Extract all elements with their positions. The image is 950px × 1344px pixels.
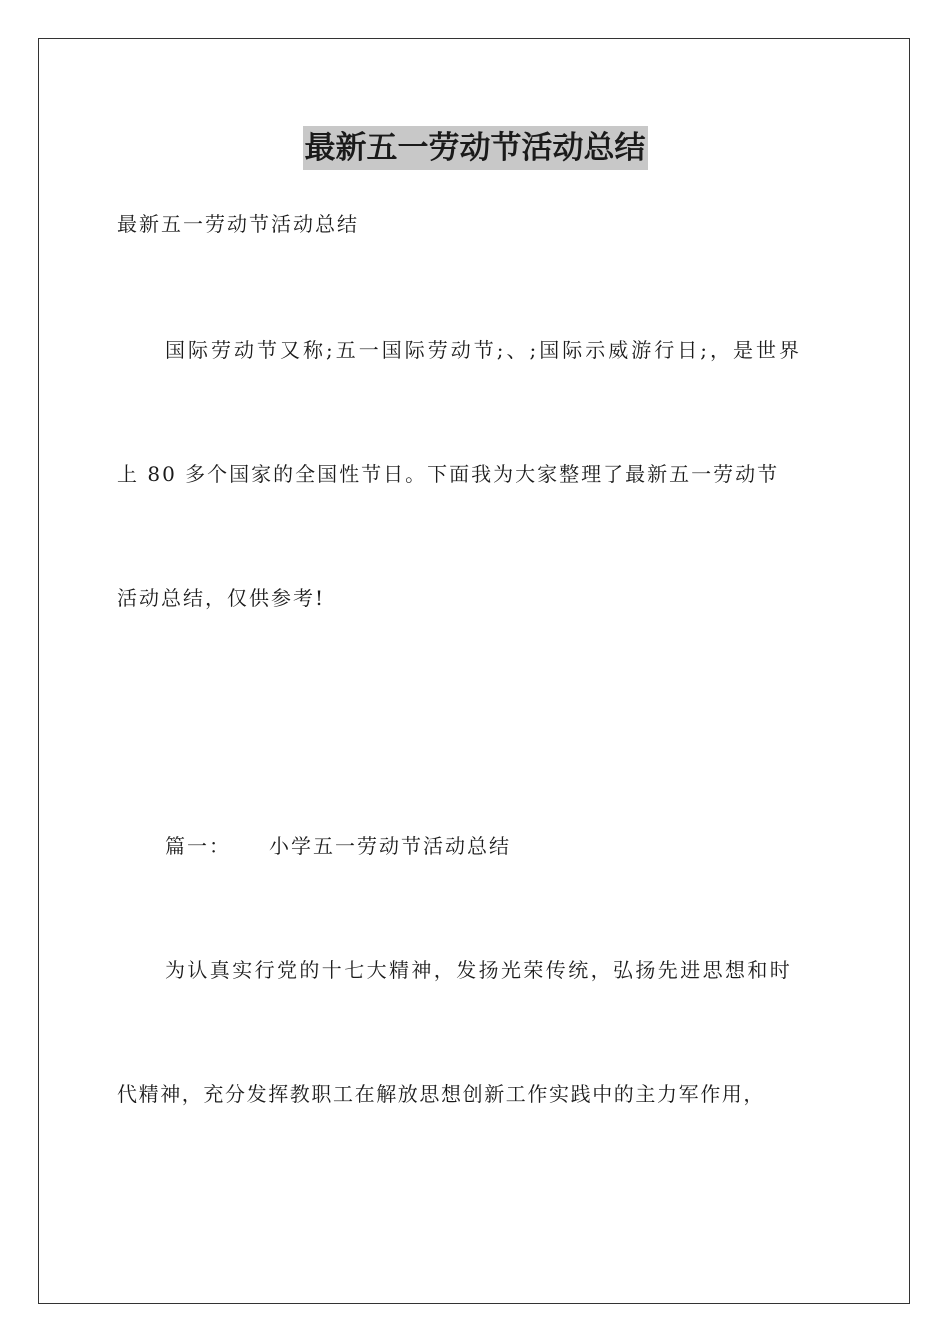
intro-line-1: 国际劳动节又称;五一国际劳动节;、;国际示威游行日;，是世界 xyxy=(165,338,802,362)
section-label: 篇一： xyxy=(165,834,231,858)
document-title xyxy=(0,126,950,170)
section-heading xyxy=(165,832,511,860)
section-title: 小学五一劳动节活动总结 xyxy=(269,834,511,858)
document-subtitle: 最新五一劳动节活动总结 xyxy=(117,212,359,236)
intro-line-3: 活动总结，仅供参考! xyxy=(117,586,326,610)
section-line-1: 为认真实行党的十七大精神，发扬光荣传统，弘扬先进思想和时 xyxy=(165,958,793,982)
section-line-2: 代精神，充分发挥教职工在解放思想创新工作实践中的主力军作用， xyxy=(117,1082,765,1106)
intro-line-2: 上 80 多个国家的全国性节日。下面我为大家整理了最新五一劳动节 xyxy=(117,462,780,486)
document-title-text: 最新五一劳动节活动总结 xyxy=(303,126,648,170)
